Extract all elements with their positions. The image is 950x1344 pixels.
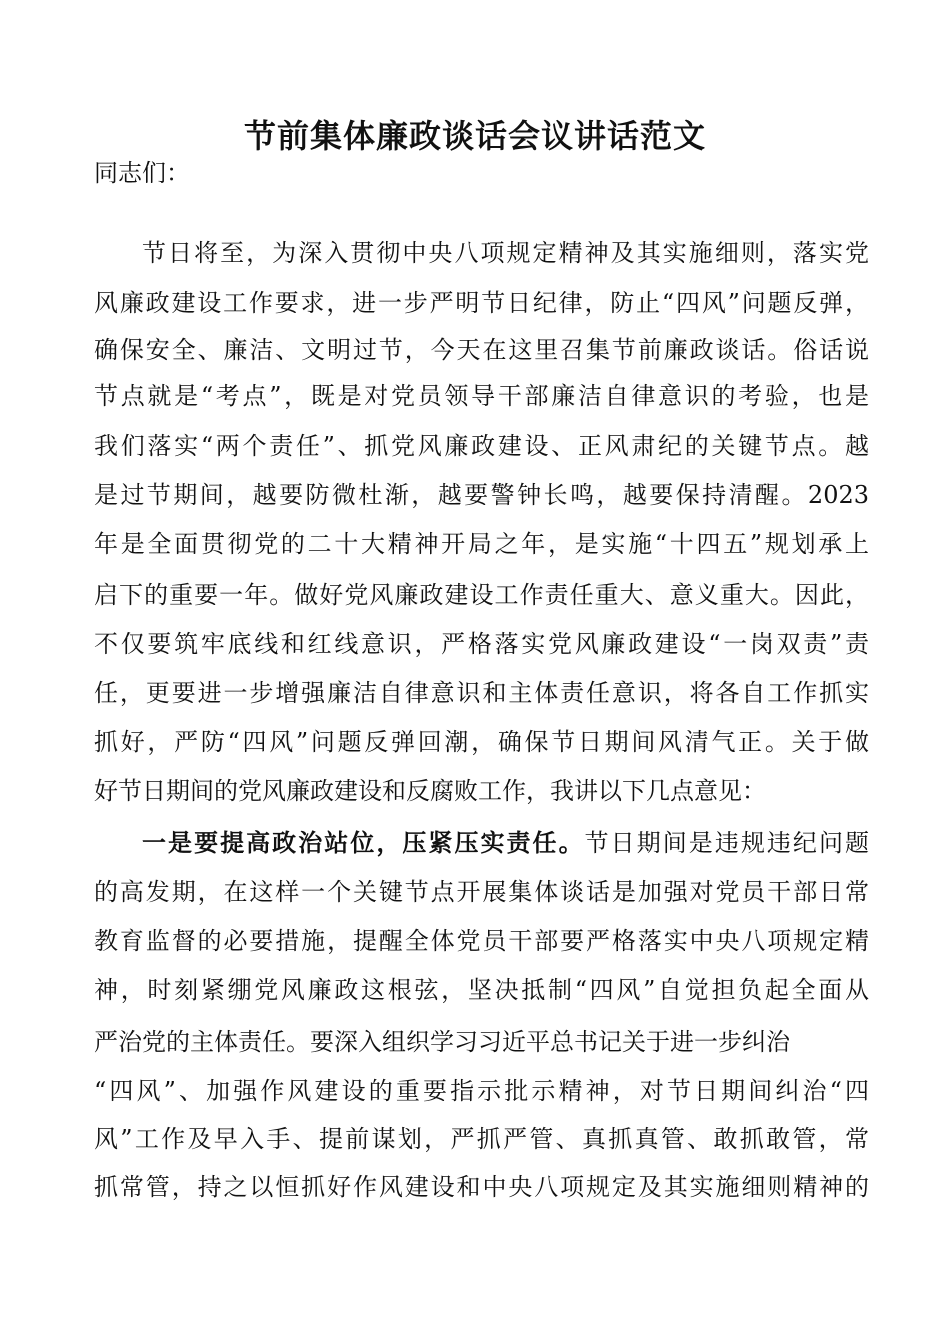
paragraph-line: 严治党的主体责任。要深入组织学习习近平总书记关于进一步纠治 <box>94 1028 790 1056</box>
page-title: 节前集体廉政谈话会议讲话范文 <box>243 117 706 155</box>
paragraph-line: 风廉政建设工作要求，进一步严明节日纪律，防止“四风”问题反弹， <box>94 289 869 317</box>
paragraph-line: 抓常管，持之以恒抓好作风建设和中央八项规定及其实施细则精神的 <box>94 1173 869 1201</box>
paragraph-line: 神，时刻紧绷党风廉政这根弦，坚决抵制“四风”自觉担负起全面从 <box>94 976 869 1004</box>
point-heading: 一是要提高政治站位，压紧压实责任。 <box>142 828 585 857</box>
paragraph-line: 抓好，严防“四风”问题反弹回潮，确保节日期间风清气正。关于做 <box>94 728 869 756</box>
salutation: 同志们： <box>94 159 190 187</box>
paragraph-line: 教育监督的必要措施，提醒全体党员干部要严格落实中央八项规定精 <box>94 927 869 955</box>
paragraph-line: 启下的重要一年。做好党风廉政建设工作责任重大、意义重大。因此， <box>94 581 869 609</box>
paragraph-line: 的高发期，在这样一个关键节点开展集体谈话是加强对党员干部日常 <box>94 878 869 906</box>
paragraph-line: “四风”、加强作风建设的重要指示批示精神，对节日期间纠治“四 <box>94 1077 869 1105</box>
paragraph-line: 年是全面贯彻党的二十大精神开局之年，是实施“十四五”规划承上 <box>94 530 869 558</box>
paragraph-line: 确保安全、廉洁、文明过节，今天在这里召集节前廉政谈话。俗话说 <box>94 336 869 364</box>
paragraph-line: 风”工作及早入手、提前谋划，严抓严管、真抓真管、敢抓敢管，常 <box>94 1125 869 1153</box>
paragraph-line: 不仅要筑牢底线和红线意识，严格落实党风廉政建设“一岗双责”责 <box>94 630 869 658</box>
paragraph-line: 任，更要进一步增强廉洁自律意识和主体责任意识，将各自工作抓实 <box>94 679 869 707</box>
paragraph-line: 是过节期间，越要防微杜渐，越要警钟长鸣，越要保持清醒。2023 <box>94 481 869 509</box>
paragraph-line: 节日将至，为深入贯彻中央八项规定精神及其实施细则，落实党 <box>142 239 869 267</box>
point-text: 节日期间是违规违纪问题 <box>584 829 870 857</box>
paragraph-line <box>142 823 869 863</box>
paragraph-line: 节点就是“考点”，既是对党员领导干部廉洁自律意识的考验，也是 <box>94 382 869 410</box>
paragraph-line: 我们落实“两个责任”、抓党风廉政建设、正风肃纪的关键节点。越 <box>94 432 869 460</box>
paragraph-line: 好节日期间的党风廉政建设和反腐败工作，我讲以下几点意见： <box>94 777 766 805</box>
